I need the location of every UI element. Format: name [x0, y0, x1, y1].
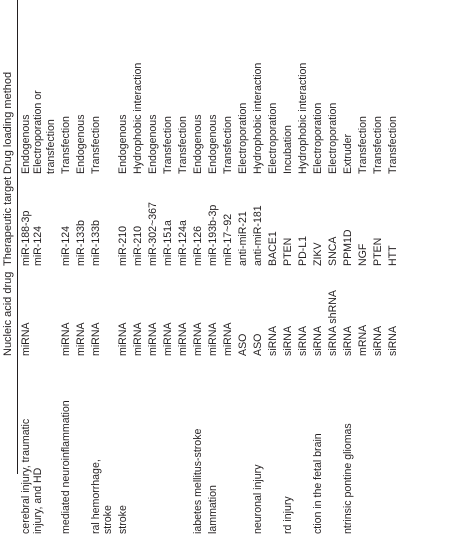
drug-loading-method-cell: [327, 0, 339, 174]
drug-loading-method-cell: [387, 0, 399, 174]
nucleic-acid-drug-cell-line: miRNA: [132, 322, 145, 356]
disease-cell: [282, 356, 294, 534]
therapeutic-target-cell: [162, 170, 174, 266]
drug-loading-method-cell: [342, 0, 354, 174]
drug-loading-method-cell-line: Endogenous: [147, 114, 160, 174]
disease-cell: [252, 356, 264, 534]
drug-loading-method-cell-line: Transfection: [372, 116, 385, 174]
therapeutic-target-cell: [132, 170, 144, 266]
drug-loading-method-cell: [117, 0, 129, 174]
drug-loading-method-cell: [20, 0, 57, 174]
nucleic-acid-drug-cell: [297, 261, 309, 356]
therapeutic-target-cell: [207, 170, 219, 266]
nucleic-acid-drug-cell-line: siRNA: [342, 325, 355, 356]
drug-loading-method-cell-line: Transfection: [89, 116, 102, 174]
therapeutic-target-cell-line: miR-193b-3p: [207, 204, 220, 266]
therapeutic-target-cell-line: miR-188-3p: [20, 210, 32, 266]
therapeutic-target-cell: [237, 170, 249, 266]
therapeutic-target-cell-line: miR-302~367: [147, 202, 160, 266]
drug-loading-method-cell-line: Endogenous: [20, 114, 32, 174]
drug-loading-method-cell: [252, 0, 264, 174]
therapeutic-target-cell: [267, 170, 279, 266]
therapeutic-target-cell-line: miR-17~92: [222, 213, 235, 266]
drug-loading-method-cell-line: Endogenous: [207, 114, 220, 174]
drug-loading-method-cell-line: transfection: [44, 119, 57, 174]
therapeutic-target-cell-line: miR-210: [132, 225, 145, 266]
therapeutic-target-cell: [117, 170, 129, 266]
disease-cell: [20, 356, 45, 534]
nucleic-acid-drug-cell-line: siRNA shRNA: [327, 290, 340, 356]
nucleic-acid-drug-cell: [192, 261, 204, 356]
drug-loading-method-cell-line: Transfection: [357, 116, 370, 174]
drug-loading-method-cell: [312, 0, 324, 174]
therapeutic-target-cell: [222, 170, 234, 266]
therapeutic-target-cell-line: ZIKV: [312, 242, 325, 266]
therapeutic-target-cell-line: SNCA: [327, 236, 340, 266]
drug-loading-method-cell-line: Hydrophobic interaction: [297, 62, 310, 174]
disease-cell-line: iabetes mellitus-stroke: [192, 428, 205, 534]
header-nucleic-acid-drug: Nucleic acid drug: [2, 271, 14, 356]
drug-loading-method-cell-line: Endogenous: [74, 114, 87, 174]
nucleic-acid-drug-cell-line: ASO: [252, 333, 265, 356]
disease-cell-line: cerebral injury, traumatic: [20, 418, 32, 534]
therapeutic-target-cell: [372, 170, 384, 266]
therapeutic-target-cell: [327, 170, 339, 266]
nucleic-acid-drug-cell: [162, 261, 174, 356]
therapeutic-target-cell: [342, 170, 354, 266]
nucleic-acid-drug-cell: [90, 261, 102, 356]
drug-loading-method-cell: [192, 0, 204, 174]
nucleic-acid-drug-cell-line: miRNA: [117, 322, 130, 356]
drug-loading-method-cell: [297, 0, 309, 174]
nucleic-acid-drug-cell-line: miRNA: [20, 322, 32, 356]
drug-loading-method-cell-line: Transfection: [177, 116, 190, 174]
nucleic-acid-drug-cell: [117, 261, 129, 356]
therapeutic-target-cell: [177, 170, 189, 266]
nucleic-acid-drug-cell-line: siRNA: [267, 325, 280, 356]
nucleic-acid-drug-cell: [282, 261, 294, 356]
therapeutic-target-cell-line: NGF: [357, 243, 370, 266]
disease-cell-line: ction in the fetal brain: [312, 433, 325, 534]
therapeutic-target-cell: [192, 170, 204, 266]
drug-loading-method-cell-line: Electroporation: [312, 102, 325, 174]
therapeutic-target-cell-line: PD-L1: [297, 235, 310, 266]
nucleic-acid-drug-cell-line: siRNA: [282, 325, 295, 356]
nucleic-acid-drug-cell: [327, 261, 339, 356]
therapeutic-target-cell-line: miR-124a: [177, 220, 190, 266]
drug-loading-method-cell: [75, 0, 87, 174]
therapeutic-target-cell-line: miR-133b: [74, 220, 87, 266]
disease-cell-line: stroke: [117, 505, 130, 534]
therapeutic-target-cell-line: PTEN: [372, 237, 385, 266]
nucleic-acid-drug-cell: [357, 261, 369, 356]
nucleic-acid-drug-cell-line: ASO: [237, 333, 250, 356]
drug-loading-method-cell-line: Extruder: [342, 133, 355, 174]
therapeutic-target-cell-line: miR-210: [117, 225, 130, 266]
drug-loading-method-cell-line: Transfection: [387, 116, 400, 174]
drug-loading-method-cell: [177, 0, 189, 174]
therapeutic-target-cell: [357, 170, 369, 266]
header-therapeutic-target: Therapeutic target: [2, 176, 14, 266]
drug-loading-method-cell-line: Hydrophobic interaction: [132, 62, 145, 174]
drug-loading-method-cell: [132, 0, 144, 174]
therapeutic-target-cell-line: miR-133b: [89, 220, 102, 266]
drug-loading-method-cell: [162, 0, 174, 174]
therapeutic-target-cell: [90, 170, 102, 266]
drug-loading-method-cell: [282, 0, 294, 174]
nucleic-acid-drug-cell-line: miRNA: [59, 322, 72, 356]
therapeutic-target-cell: [147, 170, 159, 266]
drug-loading-method-cell: [207, 0, 219, 174]
drug-loading-method-cell-line: Endogenous: [192, 114, 205, 174]
drug-loading-method-cell-line: Electroporation: [327, 102, 340, 174]
nucleic-acid-drug-cell: [177, 261, 189, 356]
therapeutic-target-cell: [60, 170, 72, 266]
drug-loading-method-cell-line: Electroporation: [237, 102, 250, 174]
disease-cell-line: neuronal injury: [252, 464, 265, 534]
nucleic-acid-drug-cell: [147, 261, 159, 356]
disease-cell-line: rd injury: [282, 496, 295, 534]
nucleic-acid-drug-cell-line: siRNA: [297, 325, 310, 356]
therapeutic-target-cell-line: miR-124: [32, 225, 45, 266]
therapeutic-target-cell: [252, 170, 264, 266]
drug-loading-method-cell-line: Endogenous: [117, 114, 130, 174]
therapeutic-target-cell: [387, 170, 399, 266]
disease-cell: [342, 356, 354, 534]
nucleic-acid-drug-cell-line: miRNA: [192, 322, 205, 356]
nucleic-acid-drug-cell: [132, 261, 144, 356]
drug-loading-method-cell-line: Transfection: [59, 116, 72, 174]
drug-loading-method-cell: [357, 0, 369, 174]
nucleic-acid-drug-cell-line: miRNA: [162, 322, 175, 356]
nucleic-acid-drug-cell: [60, 261, 72, 356]
nucleic-acid-drug-cell-line: mRNA: [357, 324, 370, 356]
nucleic-acid-drug-cell-line: siRNA: [372, 325, 385, 356]
disease-cell-line: lammation: [207, 485, 220, 534]
nucleic-acid-drug-cell-line: miRNA: [74, 322, 87, 356]
disease-cell: [60, 356, 72, 534]
therapeutic-target-cell: [282, 170, 294, 266]
nucleic-acid-drug-cell: [387, 261, 399, 356]
disease-cell-line: ral hemorrhage,: [89, 459, 102, 534]
drug-loading-method-cell: [372, 0, 384, 174]
nucleic-acid-drug-cell-line: miRNA: [222, 322, 235, 356]
therapeutic-target-cell: [20, 170, 45, 266]
drug-loading-method-cell-line: Electroporation or: [32, 90, 45, 174]
nucleic-acid-drug-cell-line: miRNA: [207, 322, 220, 356]
nucleic-acid-drug-cell-line: miRNA: [89, 322, 102, 356]
nucleic-acid-drug-cell-line: miRNA: [147, 322, 160, 356]
drug-loading-method-cell: [267, 0, 279, 174]
disease-cell-line: ntrinsic pontine gliomas: [342, 423, 355, 534]
therapeutic-target-cell-line: HTT: [387, 245, 400, 266]
drug-loading-method-cell-line: Incubation: [282, 125, 295, 174]
drug-loading-method-cell-line: Transfection: [222, 116, 235, 174]
disease-cell-line: injury, and HD: [32, 467, 45, 534]
disease-cell-line: stroke: [102, 505, 115, 534]
disease-cell: [90, 356, 115, 534]
nucleic-acid-drug-cell: [312, 261, 324, 356]
therapeutic-target-cell-line: miR-151a: [162, 220, 175, 266]
nucleic-acid-drug-cell: [207, 261, 219, 356]
therapeutic-target-cell-line: PTEN: [282, 237, 295, 266]
nucleic-acid-drug-cell: [252, 261, 264, 356]
nucleic-acid-drug-cell-line: siRNA: [312, 325, 325, 356]
disease-cell-line: mediated neuroinflammation: [59, 400, 72, 534]
disease-cell: [312, 356, 324, 534]
therapeutic-target-cell-line: miR-124: [59, 225, 72, 266]
drug-loading-method-cell: [90, 0, 102, 174]
drug-loading-method-cell-line: Hydrophobic interaction: [252, 62, 265, 174]
therapeutic-target-cell-line: PPM1D: [342, 229, 355, 266]
therapeutic-target-cell-line: anti-miR-181: [252, 205, 265, 266]
therapeutic-target-cell-line: anti-miR-21: [237, 211, 250, 266]
drug-loading-method-cell: [222, 0, 234, 174]
nucleic-acid-drug-cell: [237, 261, 249, 356]
nucleic-acid-drug-cell: [342, 261, 354, 356]
drug-loading-method-cell: [60, 0, 72, 174]
drug-loading-method-cell: [147, 0, 159, 174]
drug-loading-method-cell-line: Transfection: [162, 116, 175, 174]
nucleic-acid-drug-cell: [222, 261, 234, 356]
therapeutic-target-cell: [75, 170, 87, 266]
disease-cell: [207, 356, 219, 534]
nucleic-acid-drug-cell-line: miRNA: [177, 322, 190, 356]
nucleic-acid-drug-cell-line: siRNA: [387, 325, 400, 356]
nucleic-acid-drug-cell: [75, 261, 87, 356]
drug-loading-method-cell-line: Electroporation: [267, 102, 280, 174]
nucleic-acid-drug-cell: [372, 261, 384, 356]
therapeutic-target-cell: [312, 170, 324, 266]
drug-loading-method-cell: [237, 0, 249, 174]
header-drug-loading-method: Drug loading method: [2, 71, 14, 174]
nucleic-acid-drug-cell: [20, 261, 32, 356]
therapeutic-target-cell: [297, 170, 309, 266]
therapeutic-target-cell-line: BACE1: [267, 231, 280, 266]
header-rule: [17, 0, 18, 474]
disease-cell: [192, 356, 204, 534]
nucleic-acid-drug-cell: [267, 261, 279, 356]
disease-cell: [117, 356, 129, 534]
therapeutic-target-cell-line: miR-126: [192, 225, 205, 266]
